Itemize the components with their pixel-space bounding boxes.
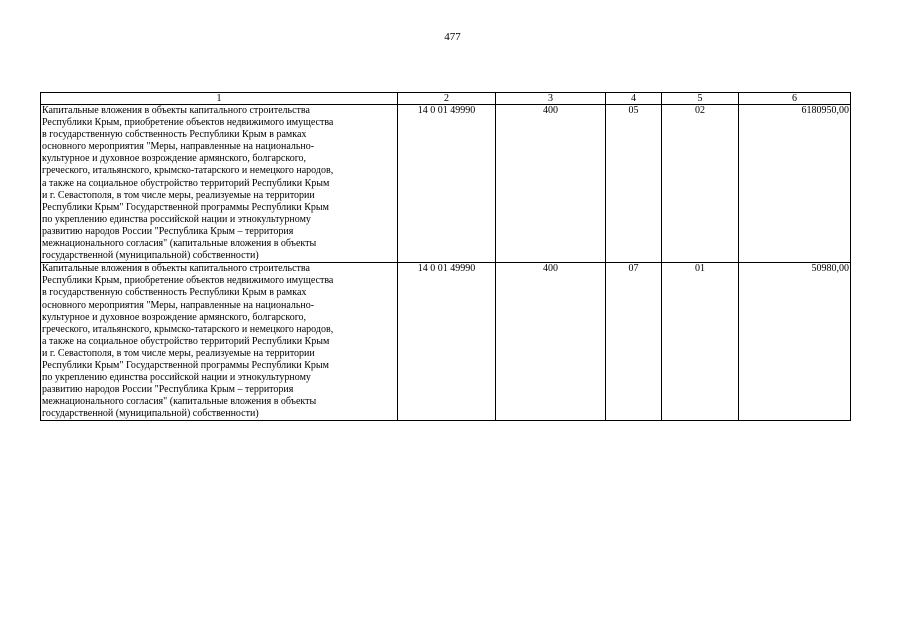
row-amount: 50980,00: [739, 263, 851, 421]
column-header-5: 5: [662, 93, 739, 105]
row-expense-type: 400: [496, 105, 606, 263]
description-line: Республики Крым, приобретение объектов недвижимого имущества: [42, 117, 334, 129]
row-description: [41, 105, 398, 263]
description-line: и г. Севастополя, в том числе меры, реализуемые на территории: [42, 347, 315, 359]
column-header-6: 6: [739, 93, 851, 105]
row-code: 14 0 01 49990: [398, 263, 496, 421]
table-row: [41, 105, 851, 263]
description-line: а также на социальное обустройство территорий Республики Крым: [42, 335, 330, 347]
description-line: Республики Крым, приобретение объектов недвижимого имущества: [42, 275, 334, 287]
row-description: [41, 263, 398, 421]
description-line: развитию народов России "Республика Крым – территория: [42, 384, 294, 396]
description-line: Капитальные вложения в объекты капитального строительства: [42, 263, 310, 275]
description-line: Республики Крым" Государственной программы Республики Крым: [42, 359, 329, 371]
row-subsection: 02: [662, 105, 739, 263]
description-line: развитию народов России "Республика Крым – территория: [42, 225, 294, 237]
description-line: греческого, итальянского, крымско-татарского и немецкого народов,: [42, 165, 334, 177]
description-line: межнационального согласия" (капитальные вложения в объекты: [42, 238, 317, 250]
description-line: государственной (муниципальной) собственности): [42, 408, 259, 420]
row-amount: 6180950,00: [739, 105, 851, 263]
description-line: основного мероприятия "Меры, направленные на национально-: [42, 299, 315, 311]
description-line: государственной (муниципальной) собственности): [42, 250, 259, 262]
description-line: в государственную собственность Республики Крым в рамках: [42, 129, 307, 141]
column-header-3: 3: [496, 93, 606, 105]
description-line: культурное и духовное возрождение армянского, болгарского,: [42, 153, 307, 165]
description-line: основного мероприятия "Меры, направленные на национально-: [42, 141, 315, 153]
column-header-1: 1: [41, 93, 398, 105]
description-line: в государственную собственность Республики Крым в рамках: [42, 287, 307, 299]
description-line: культурное и духовное возрождение армянского, болгарского,: [42, 311, 307, 323]
description-line: Республики Крым" Государственной программы Республики Крым: [42, 201, 329, 213]
budget-table: [40, 92, 851, 421]
row-subsection: 01: [662, 263, 739, 421]
description-line: а также на социальное обустройство территорий Республики Крым: [42, 177, 330, 189]
description-line: межнационального согласия" (капитальные вложения в объекты: [42, 396, 317, 408]
row-expense-type: 400: [496, 263, 606, 421]
description-line: и г. Севастополя, в том числе меры, реализуемые на территории: [42, 189, 315, 201]
row-section: 07: [606, 263, 662, 421]
row-code: 14 0 01 49990: [398, 105, 496, 263]
table-header-row: [41, 93, 851, 105]
page-number: 477: [444, 31, 461, 43]
row-section: 05: [606, 105, 662, 263]
description-line: по укреплению единства российской нации и этнокультурному: [42, 213, 311, 225]
column-header-4: 4: [606, 93, 662, 105]
description-line: по укреплению единства российской нации и этнокультурному: [42, 372, 311, 384]
description-line: Капитальные вложения в объекты капитального строительства: [42, 105, 310, 116]
column-header-2: 2: [398, 93, 496, 105]
table-row: [41, 263, 851, 421]
description-line: греческого, итальянского, крымско-татарского и немецкого народов,: [42, 323, 334, 335]
